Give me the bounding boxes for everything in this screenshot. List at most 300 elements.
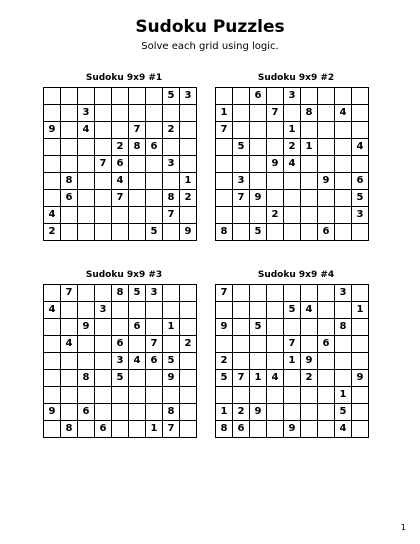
grid-cell: 6 bbox=[78, 404, 95, 421]
grid-cell bbox=[78, 207, 95, 224]
grid-cell: 6 bbox=[146, 353, 163, 370]
grid-cell bbox=[335, 139, 352, 156]
grid-row bbox=[216, 173, 369, 190]
grid-row bbox=[216, 319, 369, 336]
grid-cell bbox=[61, 353, 78, 370]
grid-cell: 6 bbox=[146, 139, 163, 156]
grid-cell bbox=[318, 139, 335, 156]
grid-cell: 2 bbox=[284, 139, 301, 156]
grid-row bbox=[216, 353, 369, 370]
grid-cell bbox=[267, 353, 284, 370]
grid-cell bbox=[129, 207, 146, 224]
grid-cell: 4 bbox=[352, 139, 369, 156]
grid-cell bbox=[129, 302, 146, 319]
grid-cell: 5 bbox=[163, 353, 180, 370]
puzzle-title: Sudoku 9x9 #1 bbox=[85, 73, 163, 83]
grid-cell bbox=[250, 139, 267, 156]
grid-cell: 8 bbox=[216, 224, 233, 241]
grid-cell bbox=[250, 285, 267, 302]
grid-cell bbox=[163, 224, 180, 241]
grid-cell bbox=[163, 336, 180, 353]
grid-cell bbox=[95, 336, 112, 353]
grid-cell: 8 bbox=[61, 173, 78, 190]
puzzle-title: Sudoku 9x9 #4 bbox=[257, 270, 335, 280]
grid-cell: 4 bbox=[129, 353, 146, 370]
grid-cell: 6 bbox=[61, 190, 78, 207]
grid-cell bbox=[318, 353, 335, 370]
grid-cell bbox=[318, 122, 335, 139]
grid-cell: 6 bbox=[318, 336, 335, 353]
grid-cell: 4 bbox=[267, 370, 284, 387]
grid-cell bbox=[44, 139, 61, 156]
grid-cell bbox=[112, 88, 129, 105]
grid-cell bbox=[216, 173, 233, 190]
grid-row bbox=[44, 387, 197, 404]
grid-cell bbox=[78, 156, 95, 173]
grid-cell bbox=[318, 302, 335, 319]
grid-cell bbox=[250, 302, 267, 319]
grid-cell bbox=[180, 421, 197, 438]
grid-cell bbox=[146, 319, 163, 336]
grid-row bbox=[216, 105, 369, 122]
grid-cell bbox=[335, 173, 352, 190]
sudoku-grid bbox=[43, 284, 197, 438]
grid-cell bbox=[180, 207, 197, 224]
grid-cell bbox=[146, 302, 163, 319]
grid-cell bbox=[301, 207, 318, 224]
grid-cell: 2 bbox=[180, 336, 197, 353]
grid-cell: 9 bbox=[216, 319, 233, 336]
grid-cell bbox=[284, 387, 301, 404]
grid-cell bbox=[61, 122, 78, 139]
grid-cell: 8 bbox=[129, 139, 146, 156]
grid-cell bbox=[44, 190, 61, 207]
grid-row bbox=[216, 190, 369, 207]
grid-cell: 9 bbox=[44, 122, 61, 139]
grid-cell bbox=[284, 370, 301, 387]
grid-cell bbox=[180, 139, 197, 156]
grid-cell bbox=[129, 190, 146, 207]
grid-cell bbox=[301, 336, 318, 353]
grid-cell: 9 bbox=[352, 370, 369, 387]
grid-cell bbox=[129, 173, 146, 190]
grid-cell: 6 bbox=[112, 336, 129, 353]
grid-cell: 4 bbox=[301, 302, 318, 319]
grid-cell bbox=[233, 207, 250, 224]
grid-cell: 8 bbox=[335, 319, 352, 336]
grid-cell: 9 bbox=[180, 224, 197, 241]
grid-cell bbox=[352, 353, 369, 370]
grid-cell bbox=[301, 122, 318, 139]
grid-cell bbox=[267, 336, 284, 353]
grid-cell bbox=[180, 319, 197, 336]
page-number: 1 bbox=[400, 523, 406, 532]
grid-row bbox=[216, 404, 369, 421]
grid-cell bbox=[233, 156, 250, 173]
grid-cell bbox=[250, 173, 267, 190]
grid-cell bbox=[44, 105, 61, 122]
grid-cell: 7 bbox=[216, 122, 233, 139]
grid-cell bbox=[318, 156, 335, 173]
grid-cell bbox=[163, 105, 180, 122]
page-subtitle: Solve each grid using logic. bbox=[141, 41, 279, 52]
grid-cell bbox=[335, 302, 352, 319]
grid-cell bbox=[267, 302, 284, 319]
grid-row bbox=[216, 88, 369, 105]
grid-cell: 1 bbox=[284, 122, 301, 139]
grid-cell bbox=[129, 404, 146, 421]
grid-row bbox=[44, 370, 197, 387]
grid-cell bbox=[180, 105, 197, 122]
grid-cell: 6 bbox=[352, 173, 369, 190]
grid-cell bbox=[61, 224, 78, 241]
grid-row bbox=[44, 285, 197, 302]
grid-cell: 7 bbox=[95, 156, 112, 173]
grid-cell bbox=[146, 387, 163, 404]
grid-cell bbox=[44, 156, 61, 173]
grid-row bbox=[216, 285, 369, 302]
grid-cell bbox=[180, 122, 197, 139]
grid-cell: 8 bbox=[61, 421, 78, 438]
grid-row bbox=[216, 207, 369, 224]
grid-row bbox=[44, 207, 197, 224]
grid-row bbox=[216, 139, 369, 156]
grid-cell bbox=[61, 370, 78, 387]
grid-cell: 6 bbox=[95, 421, 112, 438]
grid-cell bbox=[233, 88, 250, 105]
grid-cell: 1 bbox=[301, 139, 318, 156]
grid-cell bbox=[318, 370, 335, 387]
grid-cell bbox=[233, 224, 250, 241]
grid-cell bbox=[180, 285, 197, 302]
grid-cell bbox=[44, 336, 61, 353]
grid-cell: 8 bbox=[301, 105, 318, 122]
grid-cell: 4 bbox=[112, 173, 129, 190]
grid-cell: 1 bbox=[216, 105, 233, 122]
grid-cell bbox=[95, 319, 112, 336]
grid-cell bbox=[146, 190, 163, 207]
grid-cell bbox=[216, 88, 233, 105]
grid-cell: 8 bbox=[78, 370, 95, 387]
grid-cell: 1 bbox=[216, 404, 233, 421]
grid-cell bbox=[112, 404, 129, 421]
grid-cell bbox=[95, 139, 112, 156]
grid-cell bbox=[146, 370, 163, 387]
grid-cell: 5 bbox=[250, 319, 267, 336]
grid-cell bbox=[250, 207, 267, 224]
grid-cell bbox=[267, 387, 284, 404]
grid-cell bbox=[180, 156, 197, 173]
grid-cell bbox=[335, 88, 352, 105]
grid-cell bbox=[44, 173, 61, 190]
grid-cell bbox=[216, 190, 233, 207]
puzzle-title: Sudoku 9x9 #2 bbox=[257, 73, 335, 83]
grid-cell bbox=[78, 302, 95, 319]
grid-cell bbox=[112, 421, 129, 438]
grid-cell bbox=[301, 421, 318, 438]
page-title: Sudoku Puzzles bbox=[135, 17, 285, 37]
grid-cell: 9 bbox=[44, 404, 61, 421]
grid-cell bbox=[250, 421, 267, 438]
grid-cell bbox=[233, 285, 250, 302]
grid-row bbox=[44, 156, 197, 173]
grid-row bbox=[216, 122, 369, 139]
grid-cell: 3 bbox=[146, 285, 163, 302]
grid-cell bbox=[233, 122, 250, 139]
grid-cell bbox=[267, 139, 284, 156]
grid-row bbox=[44, 404, 197, 421]
grid-cell: 8 bbox=[163, 404, 180, 421]
grid-row bbox=[216, 421, 369, 438]
grid-cell bbox=[61, 207, 78, 224]
grid-cell bbox=[95, 173, 112, 190]
grid-cell: 5 bbox=[163, 88, 180, 105]
grid-row bbox=[216, 336, 369, 353]
grid-cell: 3 bbox=[352, 207, 369, 224]
grid-cell bbox=[335, 156, 352, 173]
grid-cell: 2 bbox=[267, 207, 284, 224]
grid-cell bbox=[267, 319, 284, 336]
grid-cell bbox=[78, 353, 95, 370]
grid-cell: 5 bbox=[335, 404, 352, 421]
grid-cell bbox=[78, 139, 95, 156]
grid-cell bbox=[129, 370, 146, 387]
grid-cell: 1 bbox=[146, 421, 163, 438]
grid-cell: 3 bbox=[284, 88, 301, 105]
grid-cell bbox=[301, 156, 318, 173]
grid-cell: 2 bbox=[163, 122, 180, 139]
grid-cell bbox=[352, 319, 369, 336]
sudoku-grid bbox=[215, 284, 369, 438]
grid-cell bbox=[267, 421, 284, 438]
grid-cell bbox=[301, 190, 318, 207]
grid-cell: 7 bbox=[146, 336, 163, 353]
grid-row bbox=[44, 139, 197, 156]
grid-row bbox=[44, 353, 197, 370]
grid-cell: 7 bbox=[163, 207, 180, 224]
grid-cell: 3 bbox=[78, 105, 95, 122]
grid-cell bbox=[95, 353, 112, 370]
grid-cell: 5 bbox=[284, 302, 301, 319]
grid-cell: 1 bbox=[352, 302, 369, 319]
grid-cell: 7 bbox=[163, 421, 180, 438]
grid-cell bbox=[352, 285, 369, 302]
grid-cell bbox=[129, 105, 146, 122]
grid-cell: 7 bbox=[233, 370, 250, 387]
grid-cell: 3 bbox=[335, 285, 352, 302]
grid-cell: 4 bbox=[335, 421, 352, 438]
grid-row bbox=[216, 370, 369, 387]
grid-cell bbox=[95, 207, 112, 224]
grid-cell bbox=[78, 224, 95, 241]
grid-cell bbox=[335, 370, 352, 387]
grid-cell bbox=[233, 353, 250, 370]
grid-cell bbox=[95, 122, 112, 139]
grid-cell bbox=[335, 336, 352, 353]
grid-cell bbox=[352, 404, 369, 421]
grid-cell: 5 bbox=[352, 190, 369, 207]
grid-cell bbox=[352, 336, 369, 353]
grid-row bbox=[44, 88, 197, 105]
grid-cell: 5 bbox=[233, 139, 250, 156]
grid-cell bbox=[352, 421, 369, 438]
grid-cell bbox=[78, 387, 95, 404]
grid-row bbox=[44, 421, 197, 438]
grid-cell bbox=[61, 156, 78, 173]
grid-cell bbox=[146, 207, 163, 224]
grid-cell bbox=[44, 370, 61, 387]
grid-cell: 1 bbox=[284, 353, 301, 370]
grid-cell bbox=[352, 156, 369, 173]
grid-cell bbox=[78, 285, 95, 302]
grid-cell: 6 bbox=[112, 156, 129, 173]
grid-cell bbox=[180, 370, 197, 387]
grid-cell bbox=[180, 404, 197, 421]
grid-cell bbox=[95, 88, 112, 105]
grid-cell bbox=[163, 173, 180, 190]
grid-cell bbox=[163, 387, 180, 404]
grid-cell bbox=[95, 404, 112, 421]
grid-cell bbox=[250, 353, 267, 370]
grid-cell bbox=[216, 139, 233, 156]
grid-cell bbox=[216, 387, 233, 404]
grid-cell bbox=[352, 122, 369, 139]
grid-row bbox=[44, 173, 197, 190]
grid-cell bbox=[95, 387, 112, 404]
grid-cell bbox=[163, 139, 180, 156]
grid-cell bbox=[61, 404, 78, 421]
grid-cell: 7 bbox=[112, 190, 129, 207]
sudoku-grid bbox=[215, 87, 369, 241]
grid-cell: 4 bbox=[44, 302, 61, 319]
grid-row bbox=[44, 190, 197, 207]
grid-cell bbox=[267, 122, 284, 139]
grid-cell bbox=[335, 122, 352, 139]
grid-cell bbox=[267, 88, 284, 105]
grid-cell bbox=[284, 285, 301, 302]
grid-cell bbox=[95, 190, 112, 207]
grid-cell: 9 bbox=[250, 404, 267, 421]
grid-cell bbox=[284, 190, 301, 207]
grid-cell bbox=[233, 336, 250, 353]
grid-cell bbox=[129, 88, 146, 105]
grid-row bbox=[44, 336, 197, 353]
grid-cell bbox=[180, 302, 197, 319]
grid-cell bbox=[318, 285, 335, 302]
grid-cell bbox=[78, 190, 95, 207]
grid-cell: 9 bbox=[78, 319, 95, 336]
grid-cell bbox=[318, 105, 335, 122]
grid-cell bbox=[233, 319, 250, 336]
grid-cell bbox=[61, 319, 78, 336]
grid-cell bbox=[250, 336, 267, 353]
grid-cell: 3 bbox=[112, 353, 129, 370]
grid-cell: 4 bbox=[44, 207, 61, 224]
grid-cell: 3 bbox=[95, 302, 112, 319]
grid-cell bbox=[44, 353, 61, 370]
grid-cell bbox=[267, 285, 284, 302]
grid-cell bbox=[301, 319, 318, 336]
grid-row bbox=[44, 122, 197, 139]
grid-cell bbox=[146, 122, 163, 139]
grid-cell bbox=[233, 387, 250, 404]
grid-cell bbox=[95, 285, 112, 302]
grid-cell bbox=[250, 387, 267, 404]
grid-cell bbox=[250, 122, 267, 139]
grid-cell: 7 bbox=[216, 285, 233, 302]
grid-row bbox=[216, 387, 369, 404]
grid-cell bbox=[318, 319, 335, 336]
grid-cell: 7 bbox=[129, 122, 146, 139]
grid-cell bbox=[129, 336, 146, 353]
grid-cell bbox=[129, 421, 146, 438]
grid-cell bbox=[335, 224, 352, 241]
grid-cell bbox=[284, 319, 301, 336]
grid-cell bbox=[352, 88, 369, 105]
grid-cell bbox=[112, 319, 129, 336]
grid-cell: 8 bbox=[216, 421, 233, 438]
grid-row bbox=[44, 319, 197, 336]
grid-cell: 6 bbox=[318, 224, 335, 241]
grid-cell bbox=[61, 88, 78, 105]
grid-cell: 6 bbox=[129, 319, 146, 336]
grid-cell: 7 bbox=[233, 190, 250, 207]
grid-cell bbox=[146, 404, 163, 421]
grid-cell bbox=[146, 156, 163, 173]
grid-cell bbox=[335, 207, 352, 224]
grid-cell bbox=[301, 404, 318, 421]
grid-cell bbox=[233, 105, 250, 122]
grid-cell bbox=[216, 207, 233, 224]
grid-cell bbox=[180, 387, 197, 404]
grid-cell bbox=[301, 387, 318, 404]
grid-cell: 5 bbox=[216, 370, 233, 387]
grid-cell bbox=[163, 302, 180, 319]
grid-cell bbox=[216, 302, 233, 319]
grid-cell: 6 bbox=[233, 421, 250, 438]
grid-cell bbox=[44, 387, 61, 404]
grid-cell bbox=[318, 207, 335, 224]
grid-cell bbox=[129, 156, 146, 173]
grid-cell: 8 bbox=[163, 190, 180, 207]
grid-cell: 5 bbox=[112, 370, 129, 387]
grid-row bbox=[216, 302, 369, 319]
grid-cell: 9 bbox=[250, 190, 267, 207]
grid-cell bbox=[301, 224, 318, 241]
grid-row bbox=[44, 105, 197, 122]
grid-cell bbox=[318, 190, 335, 207]
grid-cell bbox=[284, 105, 301, 122]
grid-cell bbox=[335, 190, 352, 207]
grid-cell: 2 bbox=[112, 139, 129, 156]
grid-cell: 4 bbox=[78, 122, 95, 139]
grid-cell bbox=[78, 88, 95, 105]
grid-cell: 2 bbox=[301, 370, 318, 387]
grid-cell bbox=[318, 404, 335, 421]
grid-cell: 1 bbox=[163, 319, 180, 336]
grid-cell bbox=[146, 88, 163, 105]
grid-cell: 9 bbox=[318, 173, 335, 190]
grid-cell: 8 bbox=[112, 285, 129, 302]
grid-cell bbox=[95, 370, 112, 387]
grid-cell: 1 bbox=[335, 387, 352, 404]
grid-cell bbox=[318, 387, 335, 404]
grid-cell bbox=[267, 173, 284, 190]
grid-cell bbox=[180, 353, 197, 370]
grid-cell bbox=[233, 302, 250, 319]
grid-cell bbox=[129, 224, 146, 241]
grid-cell: 4 bbox=[61, 336, 78, 353]
